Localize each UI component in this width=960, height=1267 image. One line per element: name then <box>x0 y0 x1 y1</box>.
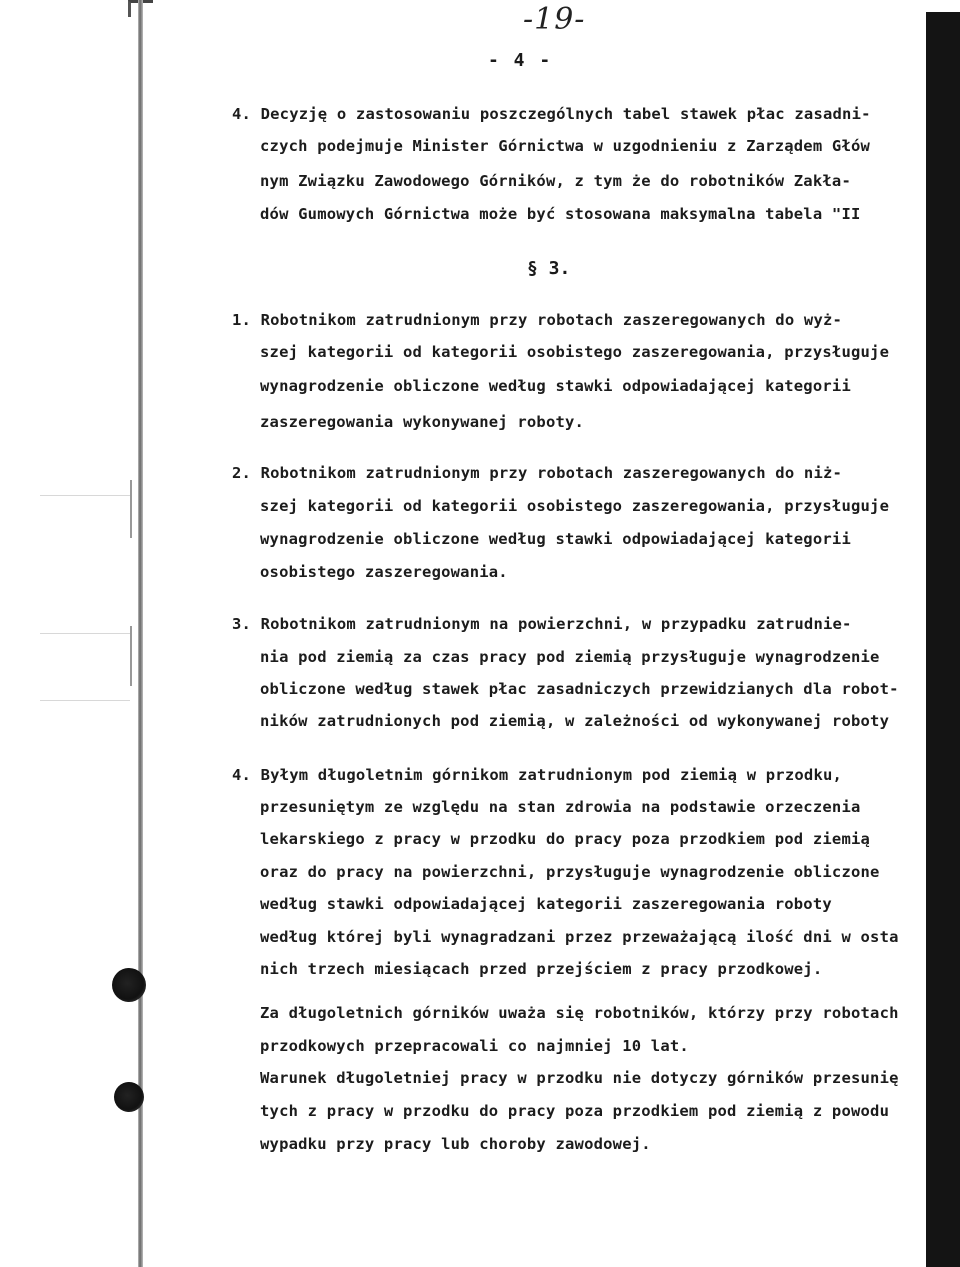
bleed-through-line <box>40 633 130 634</box>
handwritten-page-number: -19- <box>523 2 586 37</box>
text-line: szej kategorii od kategorii osobistego zaszeregowania, przysługuje <box>260 343 890 361</box>
text-line: przodkowych przepracowali co najmniej 10 lat. <box>260 1037 689 1055</box>
text-line: ników zatrudnionych pod ziemią, w zależności od wykonywanej roboty <box>260 712 890 730</box>
text-line: przesuniętym ze względu na stan zdrowia na podstawie orzeczenia <box>260 798 861 816</box>
text-line: oraz do pracy na powierzchni, przysługuje wynagrodzenie obliczone <box>260 863 880 881</box>
text-line: obliczone według stawek płac zasadniczych przewidzianych dla robot- <box>260 680 899 698</box>
text-line: nia pod ziemią za czas pracy pod ziemią przysługuje wynagrodzenie <box>260 648 880 666</box>
text-line: czych podejmuje Minister Górnictwa w uzgodnieniu z Zarządem Głów <box>260 137 871 155</box>
text-line: Warunek długoletniej pracy w przodku nie dotyczy górników przesunię <box>260 1069 899 1087</box>
text-line: 2. Robotnikom zatrudnionym przy robotach zaszeregowanych do niż- <box>232 464 843 482</box>
text-line: osobistego zaszeregowania. <box>260 563 508 581</box>
bleed-through-line <box>40 495 130 496</box>
text-line: dów Gumowych Górnictwa może być stosowana maksymalna tabela "II <box>260 205 861 223</box>
text-line: lekarskiego z pracy w przodku do pracy poza przodkiem pod ziemią <box>260 830 871 848</box>
text-line: nym Związku Zawodowego Górników, z tym że do robotników Zakła- <box>260 172 851 190</box>
section-heading: § 3. <box>527 258 571 279</box>
bleed-through-line <box>40 700 130 701</box>
text-line: 4. Decyzję o zastosowaniu poszczególnych tabel stawek płac zasadni- <box>232 105 871 123</box>
scan-right-edge <box>926 12 960 1267</box>
punch-hole-icon <box>114 1082 144 1112</box>
text-line: nich trzech miesiącach przed przejściem z pracy przodkowej. <box>260 960 823 978</box>
text-line: zaszeregowania wykonywanej roboty. <box>260 413 585 431</box>
text-line: 3. Robotnikom zatrudnionym na powierzchni, w przypadku zatrudnie- <box>232 615 852 633</box>
text-line: wynagrodzenie obliczone według stawki odpowiadającej kategorii <box>260 530 851 548</box>
text-line: według której byli wynagradzani przez przeważającą ilość dni w osta <box>260 928 899 946</box>
typed-page-number: - 4 - <box>488 50 553 71</box>
text-line: 1. Robotnikom zatrudnionym przy robotach zaszeregowanych do wyż- <box>232 311 843 329</box>
text-line: wypadku przy pracy lub choroby zawodowej. <box>260 1135 651 1153</box>
bleed-through-mark <box>130 480 132 538</box>
scan-left-edge <box>138 0 143 1267</box>
text-line: Za długoletnich górników uważa się robotników, którzy przy robotach <box>260 1004 899 1022</box>
text-line: 4. Byłym długoletnim górnikom zatrudnionym pod ziemią w przodku, <box>232 766 843 784</box>
text-line: tych z pracy w przodku do pracy poza przodkiem pod ziemią z powodu <box>260 1102 890 1120</box>
punch-hole-icon <box>112 968 146 1002</box>
text-line: według stawki odpowiadającej kategorii zaszeregowania roboty <box>260 895 832 913</box>
text-line: szej kategorii od kategorii osobistego zaszeregowania, przysługuje <box>260 497 890 515</box>
text-line: wynagrodzenie obliczone według stawki odpowiadającej kategorii <box>260 377 851 395</box>
bleed-through-mark <box>130 626 132 686</box>
